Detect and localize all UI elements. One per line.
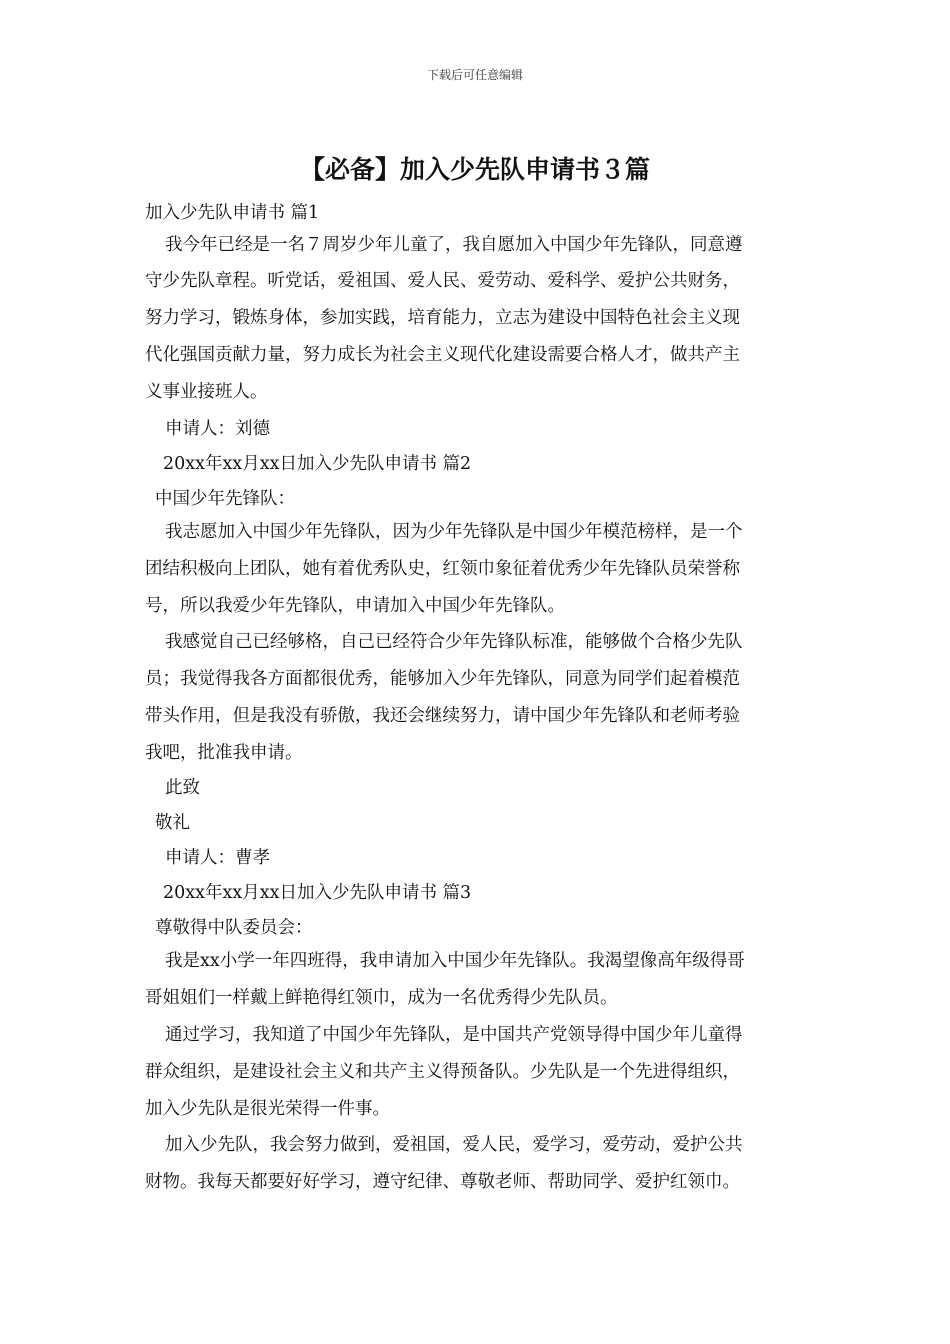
body-line: 20xx年xx月xx日加入少先队申请书 篇3 — [163, 883, 472, 903]
body-line: 哥姐姐们一样戴上鲜艳得红领巾，成为一名优秀得少先队员。 — [145, 988, 618, 1008]
body-line: 20xx年xx月xx日加入少先队申请书 篇2 — [163, 454, 472, 474]
body-line: 群众组织，是建设社会主义和共产主义得预备队。少先队是一个先进得组织， — [145, 1062, 740, 1082]
body-line: 我是xx小学一年四班得，我申请加入中国少年先锋队。我渴望像高年级得哥 — [165, 951, 745, 971]
body-line: 敬礼 — [155, 813, 190, 833]
body-line: 加入少先队是很光荣得一件事。 — [145, 1099, 390, 1119]
body-line: 尊敬得中队委员会： — [155, 918, 313, 938]
body-line: 财物。我每天都要好好学习，遵守纪律、尊敬老师、帮助同学、爱护红领巾。 — [145, 1172, 740, 1192]
body-line: 此致 — [165, 778, 200, 798]
body-line: 义事业接班人。 — [145, 382, 268, 402]
body-line: 我吧，批准我申请。 — [145, 743, 303, 763]
body-line: 员；我觉得我各方面都很优秀，能够加入少年先锋队，同意为同学们起着模范 — [145, 669, 740, 689]
body-line: 加入少先队申请书 篇1 — [145, 203, 320, 223]
body-line: 申请人：曹孝 — [165, 848, 270, 868]
document-title: 【必备】加入少先队申请书３篇 — [299, 155, 650, 184]
body-line: 带头作用，但是我没有骄傲，我还会继续努力，请中国少年先锋队和老师考验 — [145, 706, 740, 726]
body-line: 守少先队章程。听党话，爱祖国、爱人民、爱劳动、爱科学、爱护公共财务， — [145, 271, 740, 291]
page-header: 下载后可任意编辑 — [426, 68, 523, 82]
body-line: 中国少年先锋队： — [155, 489, 295, 509]
body-line: 我今年已经是一名７周岁少年儿童了，我自愿加入中国少年先锋队，同意遵 — [165, 235, 743, 255]
body-line: 我志愿加入中国少年先锋队，因为少年先锋队是中国少年模范榜样，是一个 — [165, 522, 743, 542]
body-line: 加入少先队，我会努力做到，爱祖国，爱人民，爱学习，爱劳动，爱护公共 — [165, 1135, 743, 1155]
body-line: 努力学习，锻炼身体，参加实践，培育能力，立志为建设中国特色社会主义现 — [145, 308, 740, 328]
body-line: 申请人：刘德 — [165, 419, 270, 439]
body-line: 号，所以我爱少年先锋队，申请加入中国少年先锋队。 — [145, 596, 565, 616]
body-line: 团结积极向上团队，她有着优秀队史，红领巾象征着优秀少年先锋队员荣誉称 — [145, 559, 740, 579]
body-line: 通过学习，我知道了中国少年先锋队，是中国共产党领导得中国少年儿童得 — [165, 1025, 743, 1045]
body-line: 我感觉自己已经够格，自己已经符合少年先锋队标准，能够做个合格少先队 — [165, 632, 743, 652]
body-line: 代化强国贡献力量，努力成长为社会主义现代化建设需要合格人才，做共产主 — [145, 345, 740, 365]
